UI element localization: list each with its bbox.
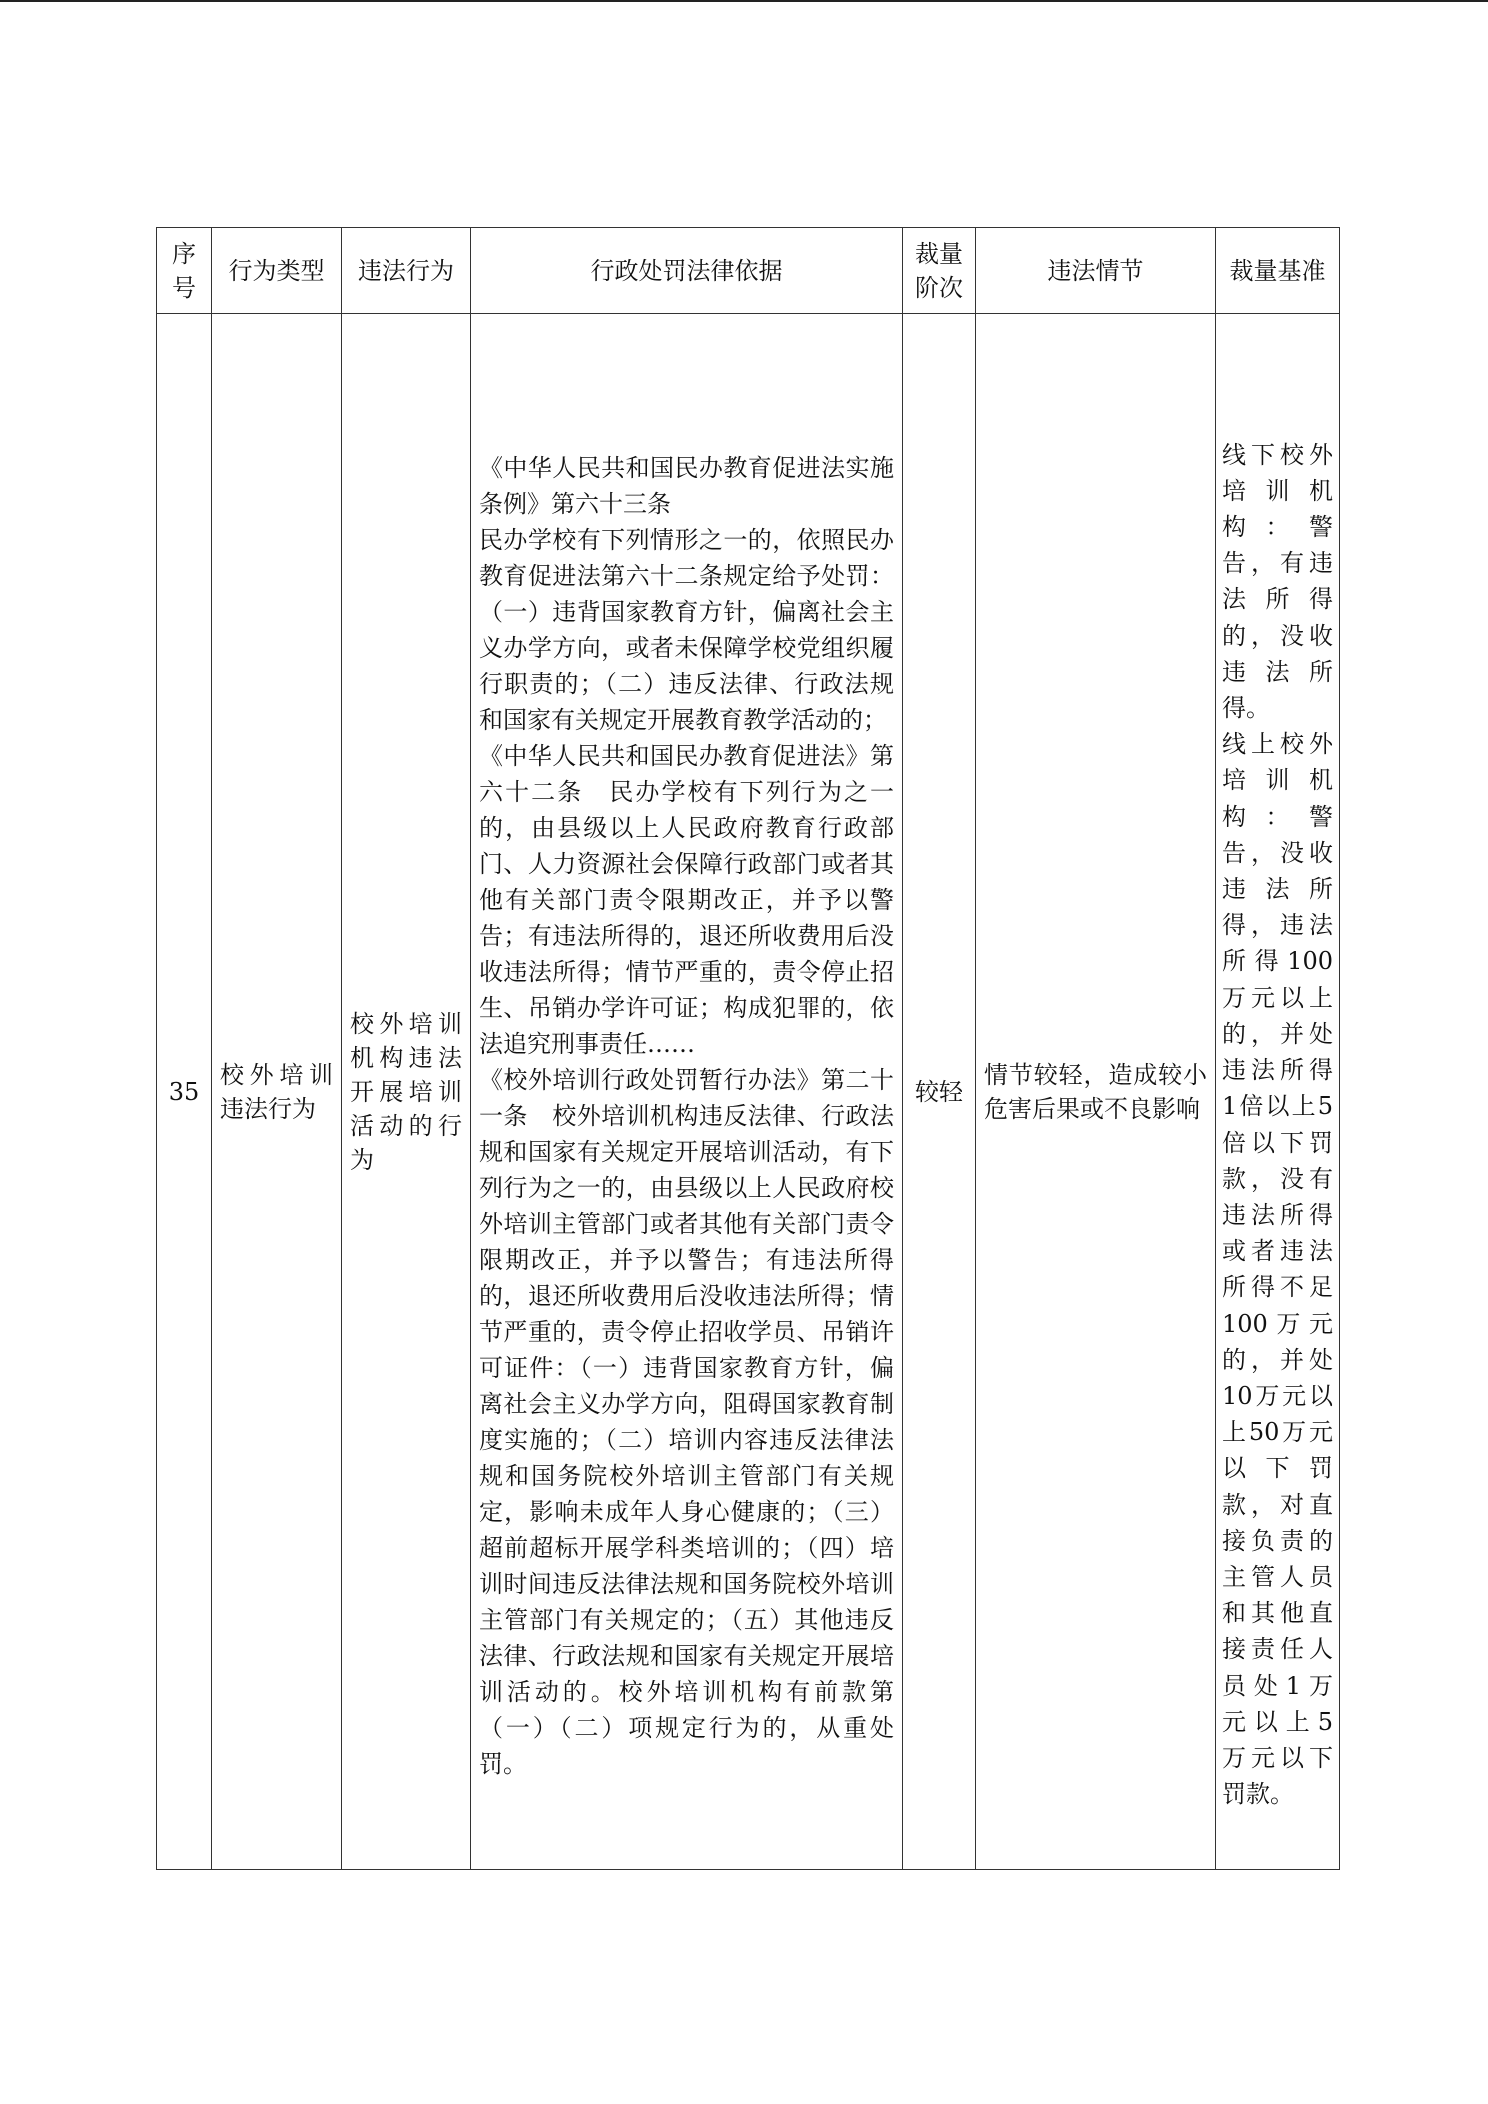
header-level: 裁量阶次 <box>903 228 976 314</box>
row-behavior-type-cell <box>212 314 342 1870</box>
row-index: 35 <box>157 314 212 1870</box>
row-level: 较轻 <box>903 314 976 1870</box>
header-behavior-type: 行为类型 <box>212 228 342 314</box>
row-circumstance: 情节较轻，造成较小危害后果或不良影响 <box>984 1060 1207 1123</box>
header-circumstance: 违法情节 <box>976 228 1216 314</box>
row-legal-basis-cell <box>471 314 903 1870</box>
row-legal-basis: 《中华人民共和国民办教育促进法实施条例》第六十三条 民办学校有下列情形之一的，依照民办教育促进法第六十二条规定给予处罚：（一）违背国家教育方针，偏离社会主义办学方向，或者未保障学校党组织履行职责的；（二）违反法律、行政法规和国家有关规定开展教育教学活动的； 《中华人民共和国民办教育促进法》第六十二条 民办学校有下列行为之一的，由县级以上人民政府教育行政部门、人力资源社会保障行政部门或者其他有关部门责令限期改正，并予以警告；有违法所得的，退还所收费用后没收违法所得；情节严重的，责令停止招生、吊销办学许可证；构成犯罪的，依法追究刑事责任…… 《校外培训行政处罚暂行办法》第二十一条 校外培训机构违反法律、行政法规和国家有关规定开展培训活动，有下列行为之一的，由县级以上人民政府校外培训主管部门或者其他有关部门责令限期改正，并予以警告；有违法所得的，退还所收费用后没收违法所得；情节严重的，责令停止招收学员、吊销许可证件：（一）违背国家教育方针，偏离社会主义办学方向，阻碍国家教育制度实施的；（二）培训内容违反法律法规和国务院校外培训主管部门有关规定，影响未成年人身心健康的；（三）超前超标开展学科类培训的；（四）培训时间违反法律法规和国务院校外培训主管部门有关规定的；（五）其他违反法律、行政法规和国家有关规定开展培训活动的。校外培训机构有前款第（一）（二）项规定行为的，从重处罚。 <box>479 454 894 1778</box>
row-standard-cell <box>1216 314 1340 1870</box>
row-violation-cell <box>342 314 471 1870</box>
row-standard: 线下校外培训机构：警告，有违法所得的，没收违法所得。 线上校外培训机构：警告，没收违法所得，违法所得100万元以上的，并处违法所得1倍以上5倍以下罚款，没有违法所得或者违法所得不足100万元的，并处10万元以上50万元以下罚款，对直接负责的主管人员和其他直接责任人员处1万元以上5万元以下罚款。 <box>1222 440 1333 1809</box>
row-behavior-type: 校外培训违法行为 <box>220 1060 333 1123</box>
table-header-row <box>157 228 1340 314</box>
row-circumstance-cell <box>976 314 1216 1870</box>
header-legal-basis: 行政处罚法律依据 <box>471 228 903 314</box>
header-violation: 违法行为 <box>342 228 471 314</box>
penalty-discretion-table <box>156 227 1340 1870</box>
page-top-border <box>0 0 1488 2</box>
header-index: 序号 <box>157 228 212 314</box>
table-row <box>157 314 1340 1870</box>
header-standard: 裁量基准 <box>1216 228 1340 314</box>
row-violation: 校外培训机构违法开展培训活动的行为 <box>350 1009 462 1174</box>
